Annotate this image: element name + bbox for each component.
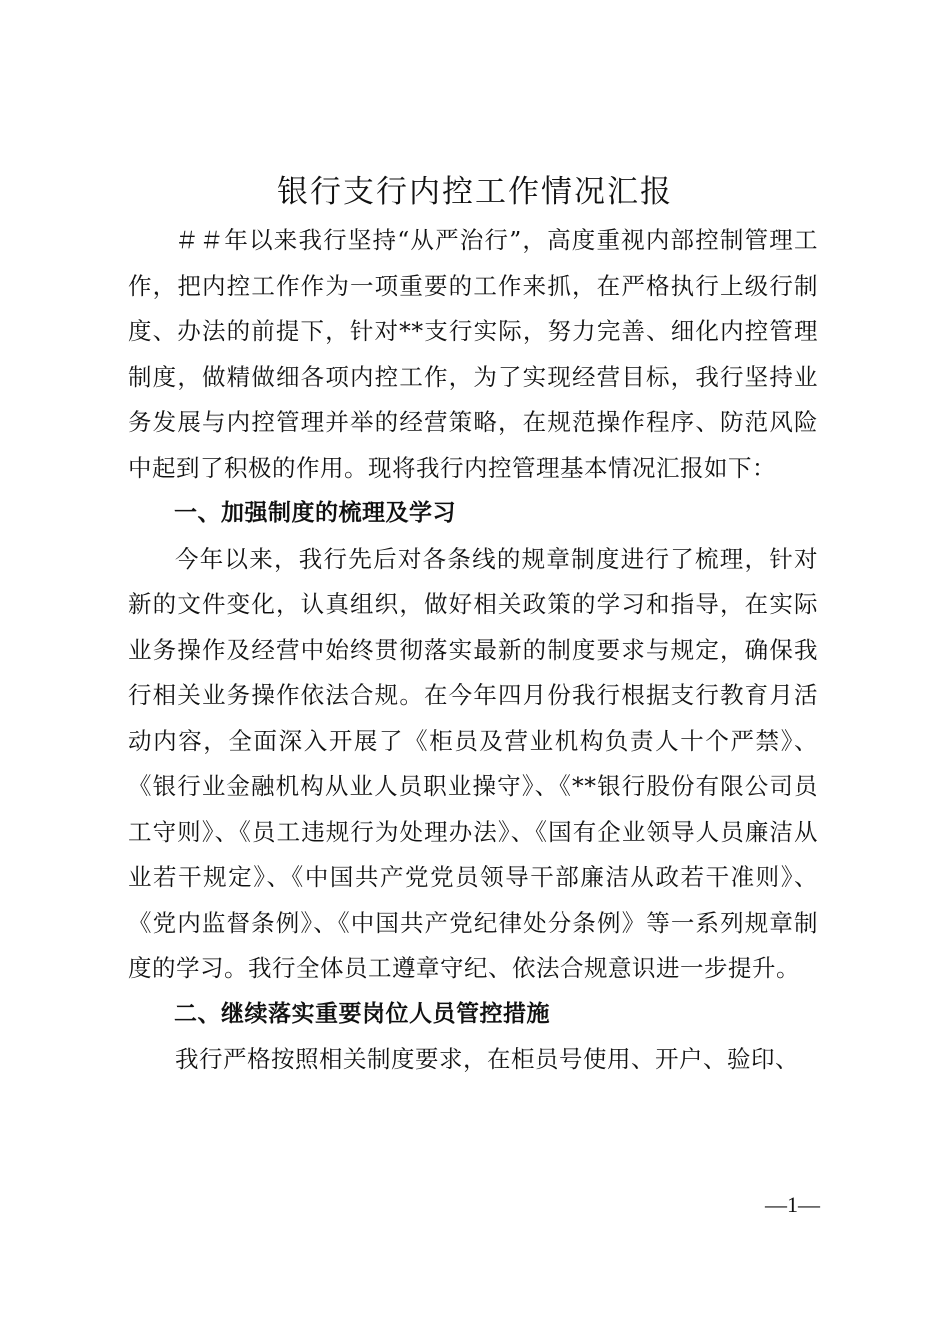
document-body [128,218,818,1083]
page-number: —1— [765,1192,820,1217]
section-1-paragraph: 今年以来，我行先后对各条线的规章制度进行了梳理，针对新的文件变化，认真组织，做好相关政策的学习和指导，在实际业务操作及经营中始终贯彻落实最新的制度要求与规定，确保我行相关业务操作依法合规。在今年四月份我行根据支行教育月活动内容，全面深入开展了《柜员及营业机构负责人十个严禁》、《银行业金融机构从业人员职业操守》、《**银行股份有限公司员工守则》、《员工违规行为处理办法》、《国有企业领导人员廉洁从业若干规定》、《中国共产党党员领导干部廉洁从政若干准则》、《党内监督条例》、《中国共产党纪律处分条例》等一系列规章制度的学习。我行全体员工遵章守纪、依法合规意识进一步提升。 [128,544,818,982]
intro-paragraph: ＃＃年以来我行坚持“从严治行”，高度重视内部控制管理工作，把内控工作作为一项重要的工作来抓，在严格执行上级行制度、办法的前提下，针对**支行实际，努力完善、细化内控管理制度，做精做细各项内控工作，为了实现经营目标，我行坚持业务发展与内控管理并举的经营策略，在规范操作程序、防范风险中起到了积极的作用。现将我行内控管理基本情况汇报如下： [128,226,818,482]
document-title: 银行支行内控工作情况汇报 [277,174,673,210]
section-1-heading: 一、加强制度的梳理及学习 [174,500,456,526]
section-2-paragraph: 我行严格按照相关制度要求，在柜员号使用、开户、验印、 [175,1045,799,1073]
section-2-heading: 二、继续落实重要岗位人员管控措施 [174,1000,550,1027]
